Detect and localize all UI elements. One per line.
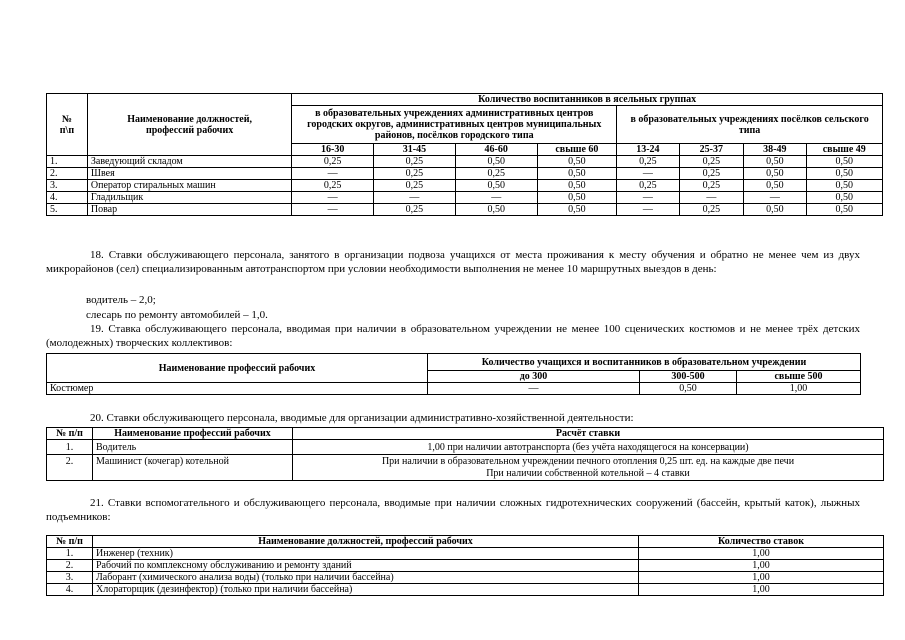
table-row <box>47 204 883 216</box>
row-rate-value: 0,50 <box>806 192 882 204</box>
row-rate-count: 1,00 <box>639 548 884 560</box>
table-row <box>47 168 883 180</box>
row-rate-value: — <box>292 168 374 180</box>
row-rate-value: 0,50 <box>537 156 617 168</box>
row-rate-value: 0,25 <box>292 156 374 168</box>
t3-row-2-name: Машинист (кочегар) котельной <box>93 455 293 481</box>
row-rate-value: 0,25 <box>374 204 456 216</box>
row-rate-count: 1,00 <box>639 560 884 572</box>
table-row <box>47 180 883 192</box>
row-rate-value: 0,50 <box>806 204 882 216</box>
row-rate-value: 0,50 <box>537 192 617 204</box>
row-rate-value: — <box>617 168 679 180</box>
row-rate-value: — <box>374 192 456 204</box>
col-name-header: Наименование должностей, профессий рабочих <box>87 94 291 156</box>
row-rate-value: 0,50 <box>537 168 617 180</box>
range-header-4: 13-24 <box>617 144 679 156</box>
t4-col-name-header: Наименование должностей, профессий рабочих <box>93 536 639 548</box>
row-rate-value: — <box>617 192 679 204</box>
paragraph-18-mechanic: слесарь по ремонту автомобилей – 1,0. <box>86 309 268 321</box>
row-rate-value: 0,25 <box>679 156 744 168</box>
paragraph-19: 19. Ставка обслуживающего персонала, вводимая при наличии в образовательном учреждении не менее 100 сценических костюмов и не менее трёх детских (молодежных) творческих коллективов: <box>46 323 860 349</box>
table-row <box>47 455 884 481</box>
row-number: 4. <box>47 192 88 204</box>
row-position-name: Заведующий складом <box>87 156 291 168</box>
paragraph-21: 21. Ставки вспомогательного и обслуживающего персонала, вводимые при наличии сложных гидротехнических сооружений (бассейн, крытый каток), лыжных подъемников: <box>46 497 860 523</box>
t4-col-number-header: № п/п <box>47 536 93 548</box>
t2-range-2: свыше 500 <box>737 371 861 383</box>
paragraph-18: 18. Ставки обслуживающего персонала, занятого в организации подвоза учащихся от места проживания к месту обучения и обратно не менее чем из двух микрорайонов (сел) специализированным автотранспортом при условии необходимости выполнения не менее 10 маршрутных выездов в день: <box>46 249 860 275</box>
row-rate-value: 0,25 <box>617 156 679 168</box>
row-rate-value: 0,50 <box>744 168 806 180</box>
subheader-rural: в образовательных учреждениях посёлков сельского типа <box>617 106 883 144</box>
range-header-6: 38-49 <box>744 144 806 156</box>
row-number: 2. <box>47 560 93 572</box>
t2-range-1: 300-500 <box>640 371 737 383</box>
row-rate-value: 0,50 <box>744 204 806 216</box>
table-row <box>47 572 884 584</box>
subheader-urban: в образовательных учреждениях административных центров городских округов, административных центров муниципальных районов, посёлков городского типа <box>292 106 617 144</box>
row-rate-value: 0,25 <box>374 168 456 180</box>
row-rate-value: 0,25 <box>374 156 456 168</box>
row-rate-value: 0,50 <box>455 156 537 168</box>
row-position-name: Хлораторщик (дезинфектор) (только при наличии бассейна) <box>93 584 639 596</box>
row-rate-value: 0,25 <box>679 168 744 180</box>
t3-col-number-header: № п/п <box>47 428 93 440</box>
row-position-name: Швея <box>87 168 291 180</box>
paragraph-20: 20. Ставки обслуживающего персонала, вводимые для организации административно-хозяйственной деятельности: <box>90 412 634 424</box>
col-number-header: № п\п <box>47 94 88 156</box>
row-position-name: Рабочий по комплексному обслуживанию и ремонту зданий <box>93 560 639 572</box>
table-row <box>47 192 883 204</box>
range-header-0: 16-30 <box>292 144 374 156</box>
row-rate-value: 0,50 <box>537 204 617 216</box>
table-row <box>47 383 861 395</box>
t2-col-name-header: Наименование профессий рабочих <box>47 354 428 383</box>
paragraph-18-driver: водитель – 2,0; <box>86 294 156 306</box>
row-rate-value: 0,25 <box>617 180 679 192</box>
row-rate-count: 1,00 <box>639 584 884 596</box>
range-header-1: 31-45 <box>374 144 456 156</box>
row-rate-value: 0,25 <box>292 180 374 192</box>
range-header-2: 46-60 <box>455 144 537 156</box>
t3-col-name-header: Наименование профессий рабочих <box>93 428 293 440</box>
staffing-table-costumes <box>46 353 861 395</box>
row-rate-value: 0,50 <box>744 156 806 168</box>
row-position-name: Лаборант (химического анализа воды) (только при наличии бассейна) <box>93 572 639 584</box>
row-rate-value: 0,50 <box>806 168 882 180</box>
t4-col-qty-header: Количество ставок <box>639 536 884 548</box>
row-number: 3. <box>47 572 93 584</box>
t3-col-calc-header: Расчёт ставки <box>293 428 884 440</box>
staffing-table-hydro <box>46 535 884 596</box>
t2-row-name: Костюмер <box>47 383 428 395</box>
table-row <box>47 584 884 596</box>
row-position-name: Инженер (техник) <box>93 548 639 560</box>
row-rate-value: — <box>292 204 374 216</box>
t2-row-value-2: 1,00 <box>737 383 861 395</box>
table-row <box>47 156 883 168</box>
row-rate-value: — <box>679 192 744 204</box>
row-rate-value: 0,25 <box>679 180 744 192</box>
row-number: 4. <box>47 584 93 596</box>
t3-row-1-name: Водитель <box>93 440 293 455</box>
row-number: 1. <box>47 156 88 168</box>
row-rate-value: 0,50 <box>455 180 537 192</box>
table-row <box>47 560 884 572</box>
row-rate-value: 0,25 <box>455 168 537 180</box>
t2-range-0: до 300 <box>428 371 640 383</box>
row-rate-value: — <box>617 204 679 216</box>
row-number: 1. <box>47 548 93 560</box>
table-row <box>47 548 884 560</box>
t3-row-2-calc-line2: При наличии собственной котельной – 4 ставки <box>486 468 690 479</box>
row-rate-value: — <box>455 192 537 204</box>
row-rate-value: 0,50 <box>455 204 537 216</box>
staffing-table-nursery <box>46 93 883 216</box>
range-header-5: 25-37 <box>679 144 744 156</box>
row-rate-value: 0,50 <box>537 180 617 192</box>
t3-row-1-calc: 1,00 при наличии автотранспорта (без учёта находящегося на консервации) <box>293 440 884 455</box>
row-rate-value: — <box>292 192 374 204</box>
row-rate-count: 1,00 <box>639 572 884 584</box>
row-number: 3. <box>47 180 88 192</box>
row-rate-value: 0,25 <box>679 204 744 216</box>
t3-row-2-calc-line1: При наличии в образовательном учреждении печного отопления 0,25 шт. ед. на каждые две печи <box>381 456 795 467</box>
table-row <box>47 440 884 455</box>
row-position-name: Оператор стиральных машин <box>87 180 291 192</box>
col-group-header: Количество воспитанников в ясельных группах <box>292 94 883 106</box>
row-number: 5. <box>47 204 88 216</box>
row-position-name: Гладильщик <box>87 192 291 204</box>
row-rate-value: 0,50 <box>806 156 882 168</box>
t2-row-value-1: 0,50 <box>640 383 737 395</box>
t2-row-value-0: — <box>428 383 640 395</box>
staffing-table-admin <box>46 427 884 481</box>
t2-col-group-header: Количество учащихся и воспитанников в образовательном учреждении <box>428 354 861 371</box>
row-rate-value: 0,50 <box>806 180 882 192</box>
row-rate-value: — <box>744 192 806 204</box>
range-header-3: свыше 60 <box>537 144 617 156</box>
t3-row-1-number: 1. <box>47 440 93 455</box>
t3-row-2-number: 2. <box>47 455 93 481</box>
row-number: 2. <box>47 168 88 180</box>
row-rate-value: 0,50 <box>744 180 806 192</box>
row-rate-value: 0,25 <box>374 180 456 192</box>
row-position-name: Повар <box>87 204 291 216</box>
range-header-7: свыше 49 <box>806 144 882 156</box>
